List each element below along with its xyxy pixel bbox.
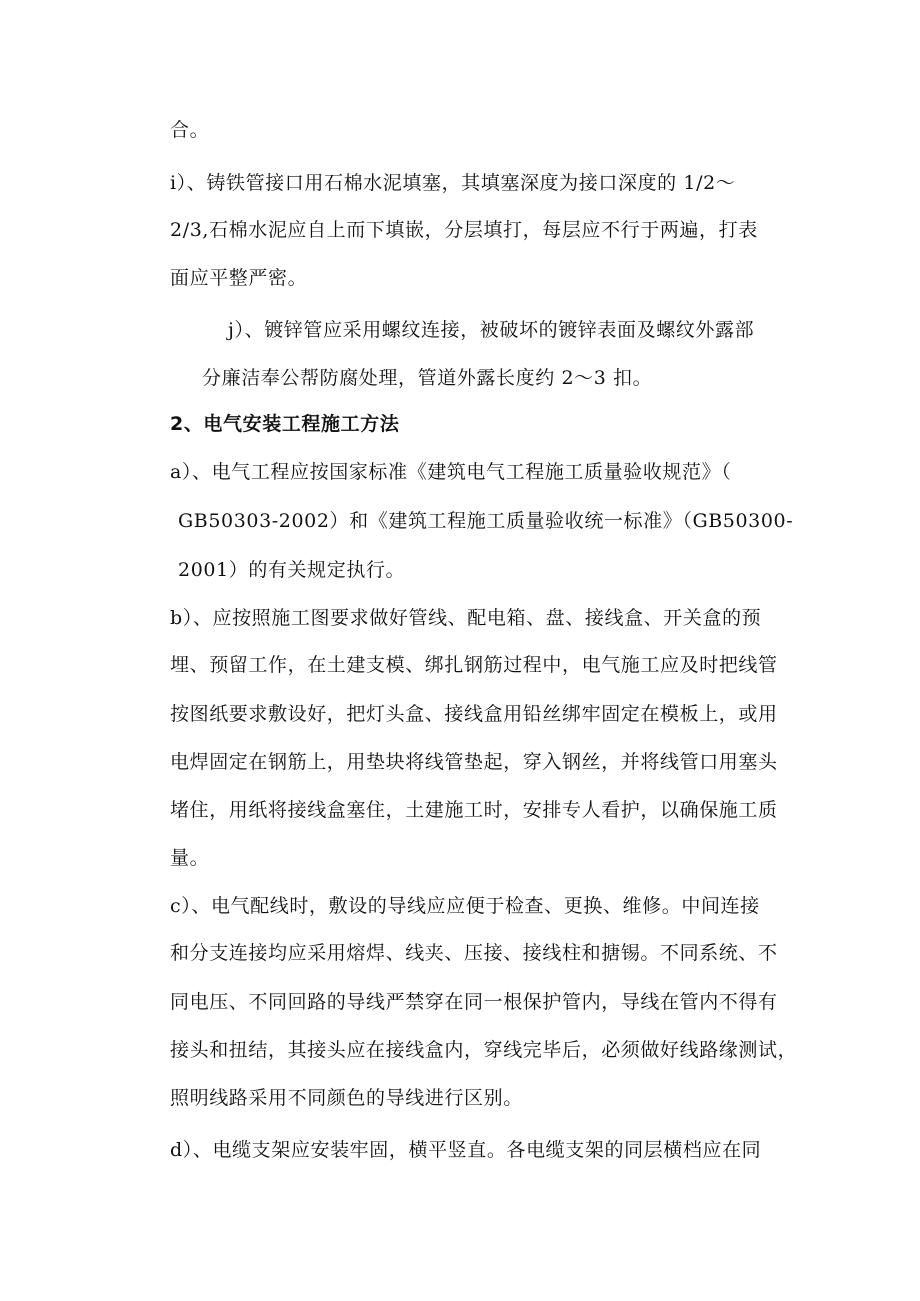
text-line: i）、铸铁管接口用石棉水泥填塞，其填塞深度为接口深度的 1/2～	[170, 172, 736, 194]
text-line: j）、镀锌管应采用螺纹连接，被破坏的镀锌表面及螺纹外露部	[228, 319, 755, 341]
text-line: 堵住，用纸将接线盒塞住，土建施工时，安排专人看护，以确保施工质	[170, 799, 778, 821]
text-line: b）、应按照施工图要求做好管线、配电箱、盘、接线盒、开关盒的预	[170, 607, 762, 629]
text-line: 同电压、不同回路的导线严禁穿在同一根保护管内，导线在管内不得有	[170, 991, 778, 1013]
text-line: 埋、预留工作，在土建支模、绑扎钢筋过程中，电气施工应及时把线管	[170, 654, 778, 676]
text-line: a）、电气工程应按国家标准《建筑电气工程施工质量验收规范》（	[170, 461, 732, 483]
text-line: c）、电气配线时，敷设的导线应应便于检查、更换、维修。中间连接	[170, 895, 760, 917]
text-line: 合。	[170, 119, 210, 141]
text-line: 和分支连接均应采用熔焊、线夹、压接、接线柱和搪锡。不同系统、不	[170, 942, 778, 964]
section-heading: 2、电气安装工程施工方法	[170, 413, 400, 435]
text-line: 分廉洁奉公帮防腐处理，管道外露长度约 2～3 扣。	[202, 367, 653, 389]
text-line: 2001）的有关规定执行。	[178, 559, 406, 581]
text-line: 接头和扭结，其接头应在接线盒内，穿线完毕后，必须做好线路缘测试，	[170, 1039, 798, 1061]
text-line: 面应平整严密。	[170, 267, 308, 289]
text-line: 按图纸要求敷设好，把灯头盒、接线盒用铅丝绑牢固定在模板上，或用	[170, 703, 778, 725]
text-line: d）、电缆支架应安装牢固，横平竖直。各电缆支架的同层横档应在同	[170, 1139, 762, 1161]
text-line: 照明线路采用不同颜色的导线进行区别。	[170, 1087, 523, 1109]
text-line: 电焊固定在钢筋上，用垫块将线管垫起，穿入钢丝，并将线管口用塞头	[170, 751, 778, 773]
text-line: 2/3,石棉水泥应自上而下填嵌，分层填打，每层应不行于两遍，打表	[170, 219, 758, 241]
text-line: GB50303-2002）和《建筑工程施工质量验收统一标准》（GB50300-	[178, 510, 794, 532]
text-line: 量。	[170, 847, 210, 869]
